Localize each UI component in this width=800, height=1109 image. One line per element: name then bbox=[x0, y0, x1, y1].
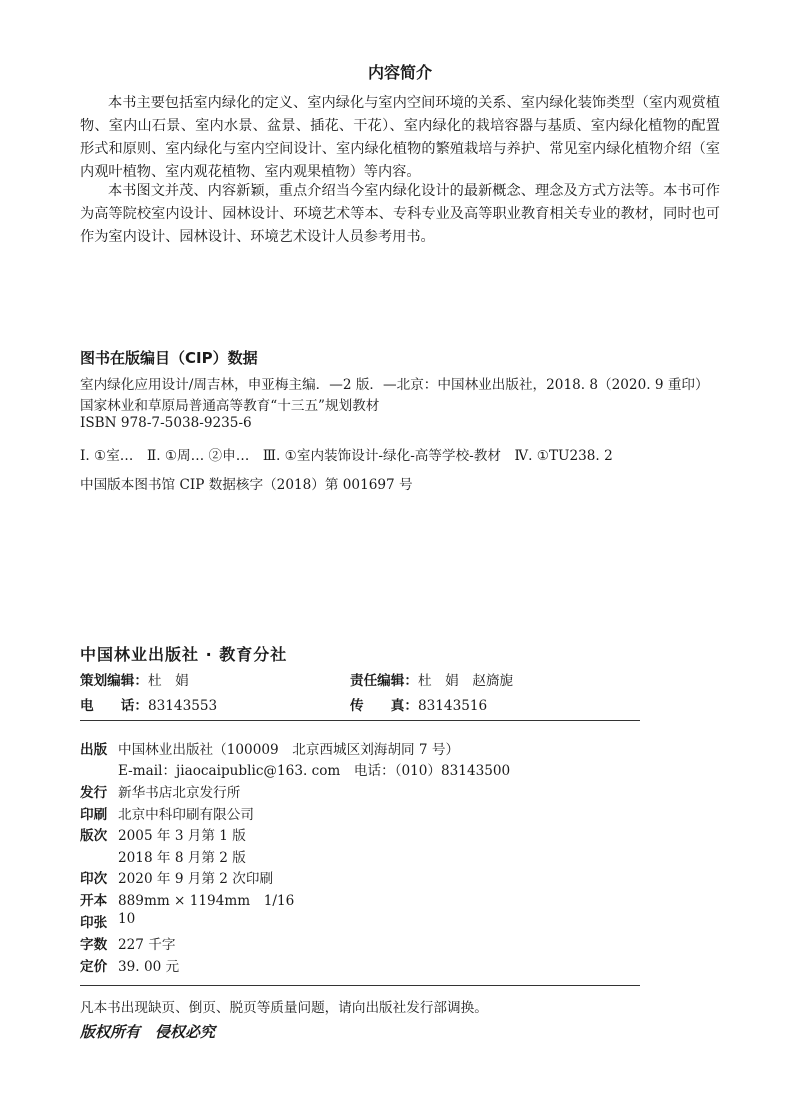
divider bbox=[80, 720, 640, 721]
cip-series-line: 国家林业和草原局普通高等教育“十三五”规划教材 bbox=[80, 398, 380, 414]
imprint-value: 2005 年 3 月第 1 版 bbox=[118, 828, 246, 844]
imprint-value: E-mail：jiaocaipublic@163. com 电话：（010）83143500 bbox=[118, 763, 511, 779]
imprint-value: 新华书店北京发行所 bbox=[118, 785, 241, 801]
imprint-value: 227 千字 bbox=[118, 937, 176, 953]
cip-verification: 中国版本图书馆 CIP 数据核字（2018）第 001697 号 bbox=[80, 477, 413, 493]
intro-paragraph: 本书图文并茂、内容新颖，重点介绍当今室内绿化设计的最新概念、理念及方式方法等。本书可作为高等院校室内设计、园林设计、环境艺术等本、专科专业及高等职业教育相关专业的教材，同时也可作为室内设计、园林设计、环境艺术设计人员参考用书。 bbox=[80, 183, 720, 245]
imprint-value: 39. 00 元 bbox=[118, 959, 180, 975]
editor-row bbox=[80, 669, 514, 689]
imprint-key: 版次 bbox=[80, 828, 108, 844]
cip-isbn: ISBN 978-7-5038-9235-6 bbox=[80, 415, 252, 431]
imprint-key: 开本 bbox=[80, 893, 108, 909]
cip-classification: Ⅰ. ①室… Ⅱ. ①周… ②申… Ⅲ. ①室内装饰设计-绿化-高等学校-教材 Ⅳ. ①TU238. 2 bbox=[80, 448, 613, 464]
contact-row bbox=[80, 694, 488, 714]
planning-editor-label: 策划编辑： bbox=[80, 673, 148, 689]
cip-title: 图书在版编目（CIP）数据 bbox=[80, 349, 258, 367]
planning-editor: 杜 娟 bbox=[147, 673, 189, 689]
publisher-heading: 中国林业出版社 · 教育分社 bbox=[80, 645, 288, 664]
imprint-key: 印张 bbox=[80, 915, 108, 931]
imprint-value: 中国林业出版社（100009 北京西城区刘海胡同 7 号） bbox=[118, 742, 460, 758]
imprint-key: 印刷 bbox=[80, 807, 108, 823]
intro-paragraph: 本书主要包括室内绿化的定义、室内绿化与室内空间环境的关系、室内绿化装饰类型（室内观赏植物、室内山石景、室内水景、盆景、插花、干花）、室内绿化的栽培容器与基质、室内绿化植物的配置形式和原则、室内绿化与室内空间设计、室内绿化植物的繁殖栽培与养护、常见室内绿化植物介绍（室内观叶植物、室内观花植物、室内观果植物）等内容。 bbox=[80, 95, 720, 180]
imprint-value: 2020 年 9 月第 2 次印刷 bbox=[118, 871, 274, 887]
imprint-key: 定价 bbox=[80, 959, 108, 975]
intro-title: 内容简介 bbox=[367, 63, 432, 82]
imprint-key: 发行 bbox=[80, 785, 108, 801]
phone-label: 电 话： bbox=[80, 698, 148, 714]
imprint-value: 10 bbox=[118, 911, 136, 927]
imprint-value: 2018 年 8 月第 2 版 bbox=[118, 850, 246, 866]
phone: 83143553 bbox=[147, 698, 218, 714]
imprint-key: 字数 bbox=[80, 937, 108, 953]
fax: 83143516 bbox=[417, 698, 488, 714]
rights-notice: 版权所有 侵权必究 bbox=[80, 1023, 216, 1041]
quality-notice: 凡本书出现缺页、倒页、脱页等质量问题，请向出版社发行部调换。 bbox=[80, 1000, 488, 1016]
cip-bibliographic-line: 室内绿化应用设计/周吉林，申亚梅主编．—2 版．—北京：中国林业出版社，2018. 8（2020. 9 重印） bbox=[80, 377, 709, 393]
imprint-key: 出版 bbox=[80, 742, 108, 758]
imprint-value: 北京中科印刷有限公司 bbox=[118, 807, 254, 823]
fax-label: 传 真： bbox=[350, 698, 418, 714]
imprint-key: 印次 bbox=[80, 871, 108, 887]
imprint-value: 889mm × 1194mm 1/16 bbox=[118, 893, 295, 909]
responsible-editor: 杜 娟 赵旖旎 bbox=[417, 673, 514, 689]
responsible-editor-label: 责任编辑： bbox=[350, 673, 418, 689]
divider bbox=[80, 985, 640, 986]
